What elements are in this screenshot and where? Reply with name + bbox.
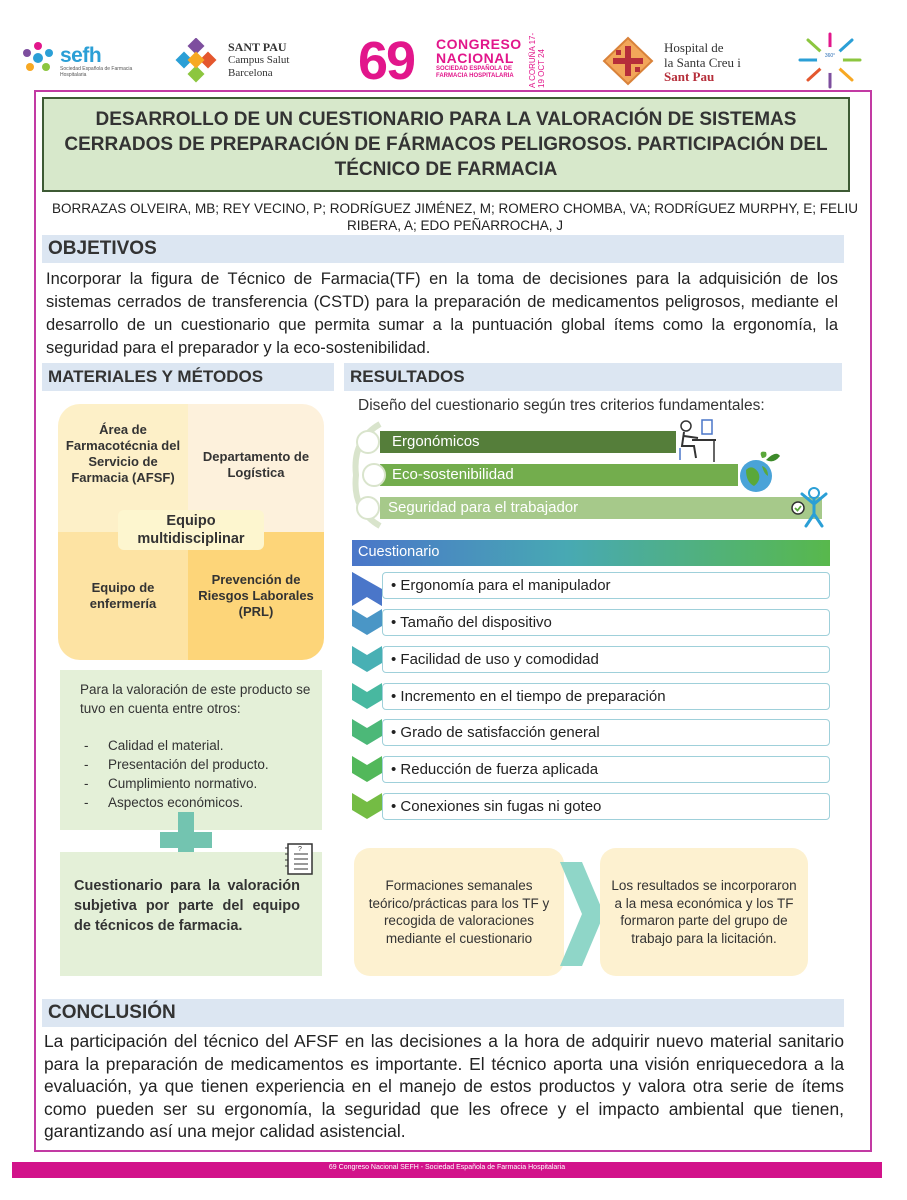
congreso-place: A CORUÑA 17-19 OCT 24 <box>528 32 546 88</box>
hospital-logo <box>600 36 770 86</box>
valoracion-list <box>80 736 316 812</box>
chevron-icon <box>352 793 382 827</box>
list-item: - Aspectos económicos. <box>80 793 316 812</box>
criterio-seguridad: Seguridad para el trabajador <box>380 497 822 519</box>
chevron-icon <box>352 719 382 753</box>
list-item: • Tamaño del dispositivo <box>382 609 830 636</box>
conclusion-header: CONCLUSIÓN <box>42 999 844 1027</box>
equipo-multidisciplinar: Equipo multidisciplinar <box>118 510 264 550</box>
hospital-shield-icon <box>600 36 656 86</box>
cuestionario-text: Cuestionario para la valoración subjetiva por parte del equipo de técnicos de farmacia. <box>74 878 300 934</box>
chevron-icon <box>352 646 382 680</box>
footer-bar: 69 Congreso Nacional SEFH - Sociedad Española de Farmacia Hospitalaria <box>12 1162 882 1178</box>
logo-360 <box>794 30 866 90</box>
objetivos-header: OBJETIVOS <box>42 235 844 263</box>
arrow-right-icon <box>560 862 604 966</box>
list-item: - Cumplimiento normativo. <box>80 774 316 793</box>
conclusion-text: La participación del técnico del AFSF en las decisiones a la hora de adquirir nuevo material sanitario para la preparación de medicamentos es importante. El técnico aporta una visión enriquecedora a la evaluación, ya que tienen experiencia en el manejo de estos productos y valora otra serie de ítems como pueden ser su ergonomía, la seguridad que les ofrece y el impacto ambiental que tienen, garantizando así una mejor calidad asistencial. <box>44 1031 844 1142</box>
resultados-header: RESULTADOS <box>344 363 842 391</box>
list-item: • Conexiones sin fugas ni goteo <box>382 793 830 820</box>
quadrant-afsf: Área de Farmacotécnia del Servicio de Farmacia (AFSF) <box>58 404 188 532</box>
sefh-name: sefh <box>60 44 102 67</box>
congreso-line1: CONGRESO <box>436 36 522 52</box>
hospital-line2: la Santa Creu i <box>664 55 741 70</box>
sefh-star-icon <box>18 38 58 78</box>
santpau-line3: Barcelona <box>228 67 273 79</box>
list-item: - Calidad el material. <box>80 736 316 755</box>
santpau-line1: SANT PAU <box>228 40 287 54</box>
congreso-logo <box>358 31 568 91</box>
chevron-icon <box>352 572 382 606</box>
chevron-icon <box>352 756 382 790</box>
chevron-icon <box>352 683 382 717</box>
list-item: • Reducción de fuerza aplicada <box>382 756 830 783</box>
bullet-circle <box>362 463 386 487</box>
santpau-diamond-icon <box>172 38 220 84</box>
sefh-subtitle: Sociedad Española de Farmacia Hospitalaria <box>60 66 133 78</box>
resultados-card: Los resultados se incorporaron a la mesa económica y los TF formaron parte del grupo de trabajo para la licitación. <box>600 848 808 976</box>
authors: BORRAZAS OLVEIRA, MB; REY VECINO, P; RODRÍGUEZ JIMÉNEZ, M; ROMERO CHOMBA, VA; RODRÍGUEZ MURPHY, E; FELIU RIBERA, A; EDO PEÑARROCHA, J <box>51 201 859 233</box>
title-box <box>42 97 850 192</box>
badge-360: 360° <box>824 53 836 59</box>
desk-worker-icon <box>672 418 722 464</box>
list-item: • Ergonomía para el manipulador <box>382 572 830 599</box>
svg-text:?: ? <box>298 846 302 853</box>
congreso-line2: NACIONAL <box>436 50 514 66</box>
list-item: • Incremento en el tiempo de preparación <box>382 683 830 710</box>
cuestionario-bar: Cuestionario <box>352 540 830 566</box>
sefh-logo <box>18 38 138 84</box>
congreso-line3: SOCIEDAD ESPAÑOLA DE FARMACIA HOSPITALARIA <box>436 66 514 79</box>
quadrant-prl: Prevención de Riesgos Laborales (PRL) <box>188 532 324 660</box>
objetivos-text: Incorporar la figura de Técnico de Farmacia(TF) en la toma de decisiones para la adquisición de los sistemas cerrados de transferencia (CSTD) para la preparación de medicamentos peligrosos, mediante el desarrollo de un cuestionario que permita sumar a la puntuación global ítems como la ergonomía, la seguridad para el preparador y la eco-sostenibilidad. <box>46 270 838 357</box>
list-item: • Grado de satisfacción general <box>382 719 830 746</box>
formaciones-card: Formaciones semanales teórico/prácticas para los TF y recogida de valoraciones mediante el cuestionario <box>354 848 564 976</box>
bullet-circle <box>356 430 380 454</box>
quadrant-logistica: Departamento de Logística <box>188 404 324 532</box>
congreso-number: 69 <box>358 31 415 91</box>
valoracion-intro: Para la valoración de este producto se tuvo en cuenta entre otros: <box>80 682 311 716</box>
criterio-ergonomicos: Ergonómicos <box>380 431 676 453</box>
materiales-header: MATERIALES Y MÉTODOS <box>42 363 334 391</box>
chevron-icon <box>352 609 382 643</box>
quadrant-enfermeria: Equipo de enfermería <box>58 532 188 660</box>
santpau-line2: Campus Salut <box>228 54 290 66</box>
list-item: - Presentación del producto. <box>80 755 316 774</box>
burst-360-icon <box>794 30 866 90</box>
questionnaire-icon <box>282 838 318 878</box>
santpau-logo <box>172 38 322 84</box>
criterio-eco: Eco-sostenibilidad <box>380 464 738 486</box>
hospital-line1: Hospital de <box>664 40 724 55</box>
valoracion-box <box>60 670 322 830</box>
worker-safety-icon <box>790 486 832 528</box>
resultados-intro: Diseño del cuestionario según tres criterios fundamentales: <box>358 397 765 414</box>
hospital-line3: Sant Pau <box>664 69 715 84</box>
bullet-circle <box>356 496 380 520</box>
list-item: • Facilidad de uso y comodidad <box>382 646 830 673</box>
poster-title: DESARROLLO DE UN CUESTIONARIO PARA LA VALORACIÓN DE SISTEMAS CERRADOS DE PREPARACIÓN DE FÁRMACOS PELIGROSOS. PARTICIPACIÓN DEL TÉCNICO DE FARMACIA <box>64 109 828 180</box>
globe-leaves-icon <box>736 450 782 494</box>
